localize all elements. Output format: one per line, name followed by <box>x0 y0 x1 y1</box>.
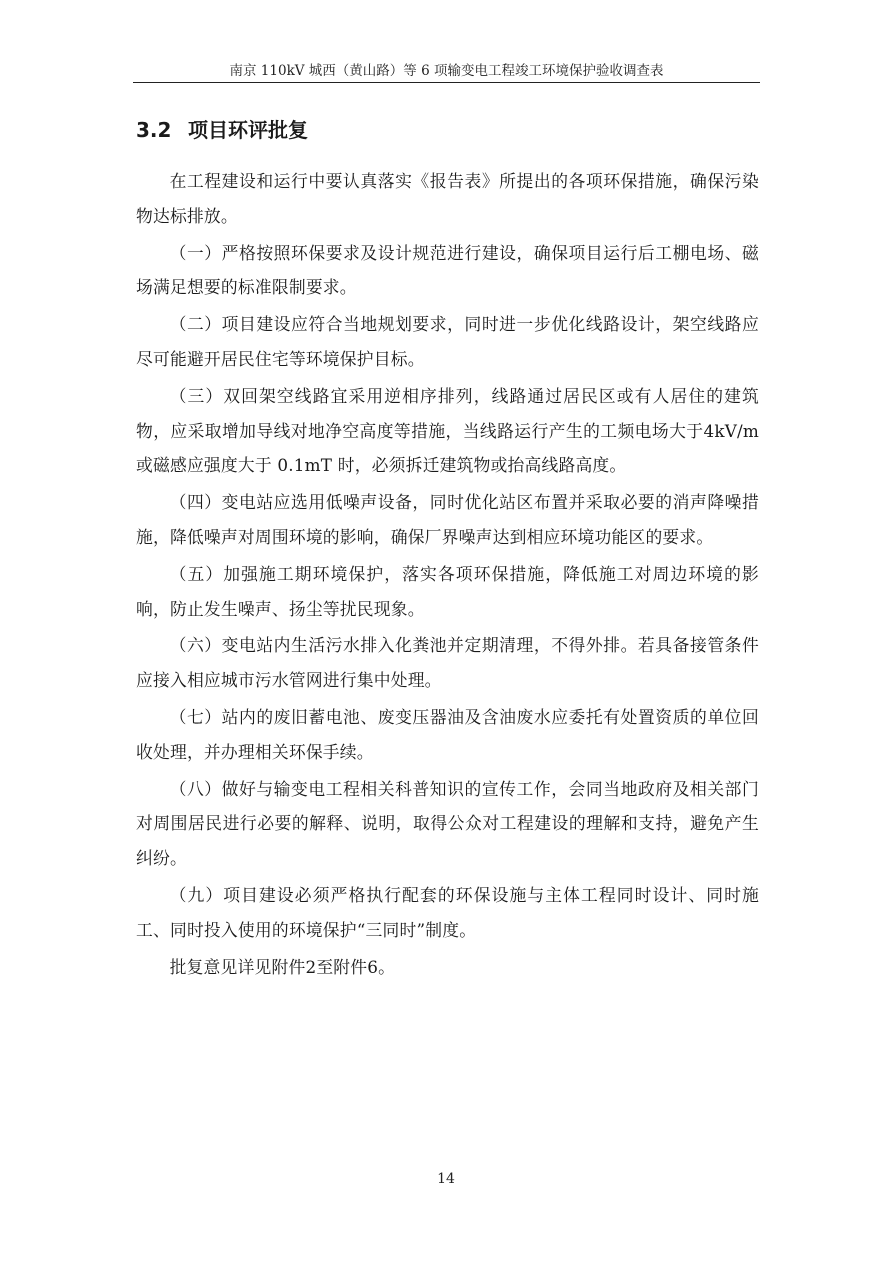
paragraph-intro: 在工程建设和运行中要认真落实《报告表》所提出的各项环保措施，确保污染物达标排放。 <box>136 171 759 226</box>
paragraph-reference: 批复意见详见附件2至附件6。 <box>169 956 396 977</box>
section-title: 项目环评批复 <box>188 118 308 142</box>
body-text <box>136 164 759 986</box>
paragraph-item-8: （八）做好与输变电工程相关科普知识的宣传工作，会同当地政府及相关部门对周围居民进行必要的解释、说明，取得公众对工程建设的理解和支持，避免产生纠纷。 <box>136 778 759 869</box>
paragraph-item-9: （九）项目建设必须严格执行配套的环保设施与主体工程同时设计、同时施工、同时投入使用的环境保护“三同时”制度。 <box>136 884 759 940</box>
paragraph-item-6: （六）变电站内生活污水排入化粪池并定期清理，不得外排。若具备接管条件应接入相应城市污水管网进行集中处理。 <box>136 635 759 691</box>
page-number: 14 <box>437 1171 455 1187</box>
paragraph-item-4: （四）变电站应选用低噪声设备，同时优化站区布置并采取必要的消声降噪措施，降低噪声对周围环境的影响，确保厂界噪声达到相应环境功能区的要求。 <box>136 492 759 547</box>
running-header: 南京 110kV 城西（黄山路）等 6 项输变电工程竣工环境保护验收调查表 <box>229 63 664 79</box>
header-divider <box>133 82 760 83</box>
paragraph-item-7: （七）站内的废旧蓄电池、废变压器油及含油废水应委托有处置资质的单位回收处理，并办理相关环保手续。 <box>136 706 759 762</box>
paragraph-item-2: （二）项目建设应符合当地规划要求，同时进一步优化线路设计，架空线路应尽可能避开居民住宅等环境保护目标。 <box>136 314 759 369</box>
section-number: 3.2 <box>136 118 172 142</box>
paragraph-item-3: （三）双回架空线路宜采用逆相序排列，线路通过居民区或有人居住的建筑物，应采取增加导线对地净空高度等措施，当线路运行产生的工频电场大于4kV/m 或磁感应强度大于 0.1mT 时，必须拆迁建筑物或抬高线路高度。 <box>136 385 759 476</box>
section-heading <box>136 116 308 144</box>
paragraph-item-5: （五）加强施工期环境保护，落实各项环保措施，降低施工对周边环境的影响，防止发生噪声、扬尘等扰民现象。 <box>136 563 759 619</box>
paragraph-item-1: （一）严格按照环保要求及设计规范进行建设，确保项目运行后工棚电场、磁场满足想要的标准限制要求。 <box>136 242 759 298</box>
